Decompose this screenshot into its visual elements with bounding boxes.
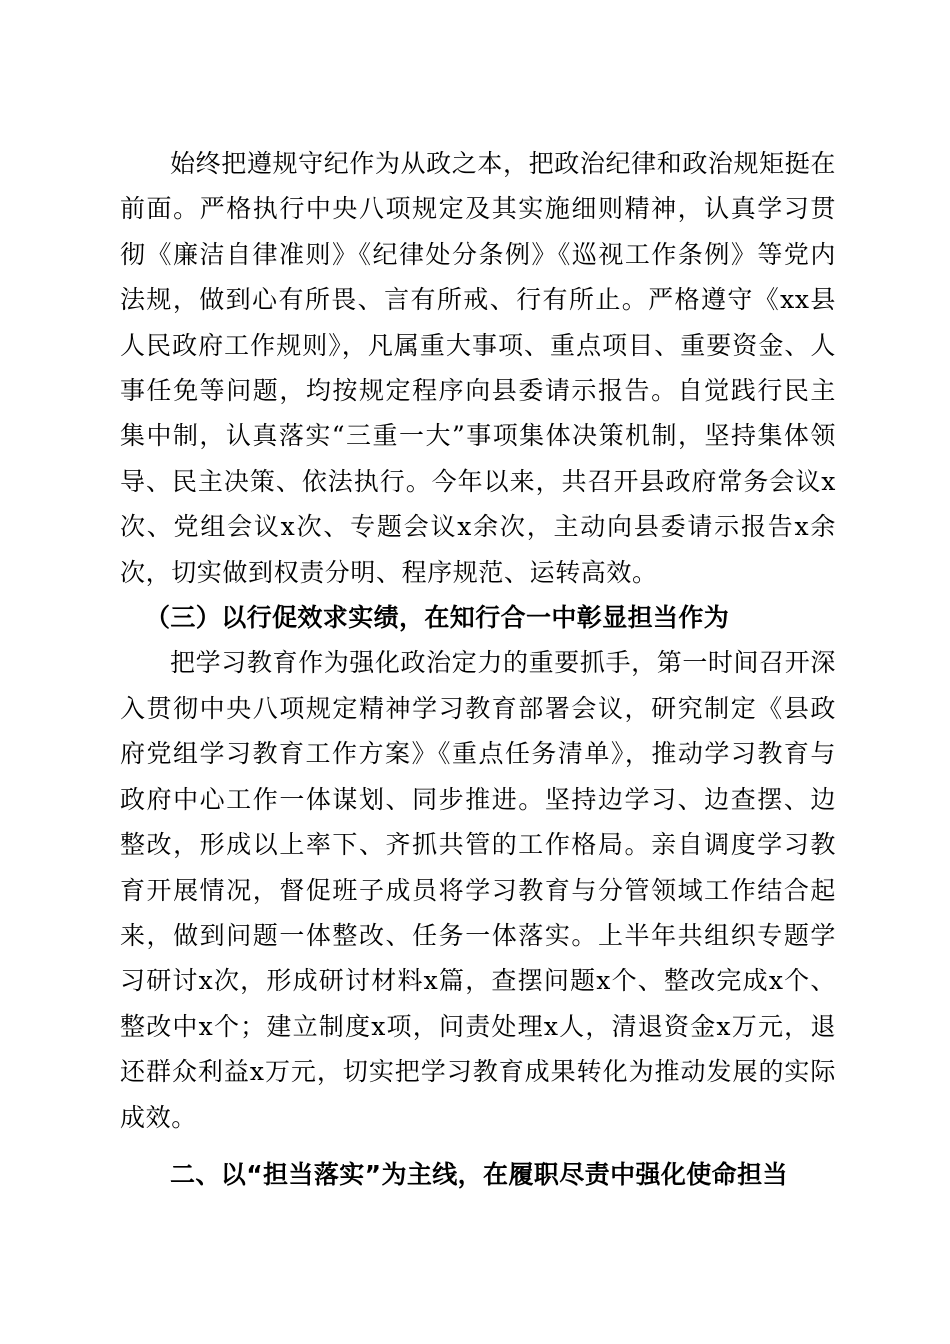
section-heading-two: 二、以“担当落实”为主线，在履职尽责中强化使命担当 [170, 1159, 788, 1189]
paragraph-discipline: 始终把遵规守纪作为从政之本，把政治纪律和政治规矩挺在前面。严格执行中央八项规定及其实施细则精神，认真学习贯彻《廉洁自律准则》《纪律处分条例》《巡视工作条例》等党内法规，做到心有所畏、言有所戒、行有所止。严格遵守《xx县人民政府工作规则》，凡属重大事项、重点项目、重要资金、人事任免等问题，均按规定程序向县委请示报告。自觉践行民主集中制，认真落实“三重一大”事项集体决策机制，坚持集体领导、民主决策、依法执行。今年以来，共召开县政府常务会议x次、党组会议x次、专题会议x余次，主动向县委请示报告x余次，切实做到权责分明、程序规范、运转高效。 [120, 149, 836, 587]
document-body [120, 141, 836, 1197]
paragraph-study-education: 把学习教育作为强化政治定力的重要抓手，第一时间召开深入贯彻中央八项规定精神学习教育部署会议，研究制定《县政府党组学习教育工作方案》《重点任务清单》，推动学习教育与政府中心工作一体谋划、同步推进。坚持边学习、边查摆、边整改，形成以上率下、齐抓共管的工作格局。亲自调度学习教育开展情况，督促班子成员将学习教育与分管领域工作结合起来，做到问题一体整改、任务一体落实。上半年共组织专题学习研讨x次，形成研讨材料x篇，查摆问题x个、整改完成x个、整改中x个；建立制度x项，问责处理x人，清退资金x万元，退还群众利益x万元，切实把学习教育成果转化为推动发展的实际成效。 [120, 648, 836, 1132]
subheading-three: （三）以行促效求实绩，在知行合一中彰显担当作为 [145, 603, 730, 633]
